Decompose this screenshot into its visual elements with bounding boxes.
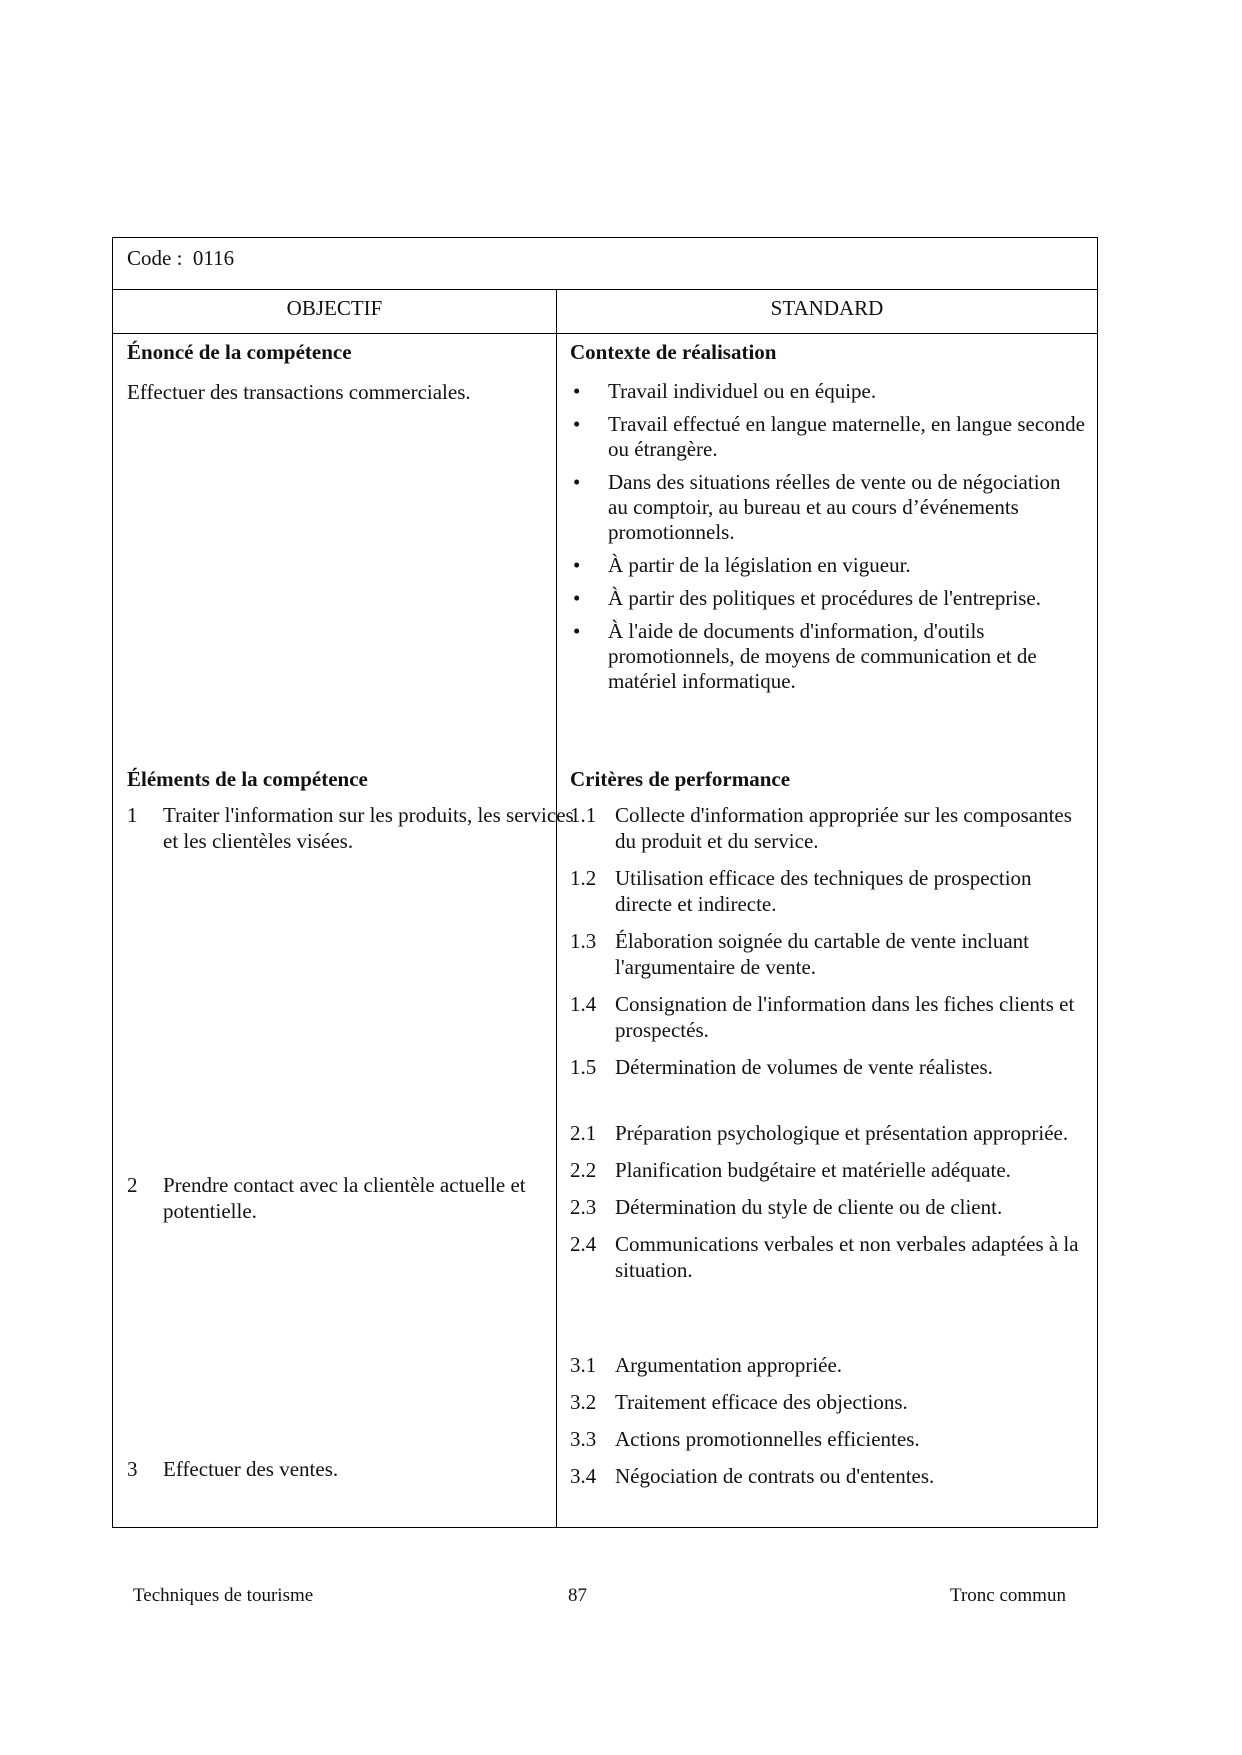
bullet-icon: • xyxy=(573,379,581,403)
bullet-icon: • xyxy=(573,619,581,643)
criteres-title: Critères de performance xyxy=(570,767,791,791)
element-number: 2 xyxy=(127,1173,138,1197)
bullet-icon: • xyxy=(573,553,581,577)
element-item xyxy=(127,1172,581,1224)
contexte-title: Contexte de réalisation xyxy=(570,340,777,364)
element-item xyxy=(127,1456,581,1482)
element-text: Effectuer des ventes. xyxy=(163,1457,339,1481)
contexte-item: • À l'aide de documents d'information, d'outils promotionnels, de moyens de communication et de matériel informatique. xyxy=(573,619,1037,693)
contexte-item: • À partir de la législation en vigueur. xyxy=(573,553,911,577)
table-body xyxy=(113,290,1097,1527)
critere-item: 3.1 Argumentation appropriée. xyxy=(570,1353,843,1377)
critere-item: 1.3 Élaboration soignée du cartable de vente incluant l'argumentaire de vente. xyxy=(570,929,1030,979)
element-item xyxy=(127,802,581,854)
critere-item: 1.5 Détermination de volumes de vente réalistes. xyxy=(570,1055,993,1079)
contexte-item: • Travail individuel ou en équipe. xyxy=(573,379,877,403)
code-label: Code : xyxy=(127,246,183,270)
contexte-item: • Dans des situations réelles de vente ou de négociation au comptoir, au bureau et au cours d’événements promotionnels. xyxy=(573,470,1061,544)
critere-item: 1.4 Consignation de l'information dans les fiches clients et prospectés. xyxy=(570,992,1075,1042)
code-row xyxy=(113,238,1097,290)
critere-item: 3.4 Négociation de contrats ou d'ententes. xyxy=(570,1464,935,1488)
critere-item: 1.2 Utilisation efficace des techniques de prospection directe et indirecte. xyxy=(570,866,1032,916)
enonce-title: Énoncé de la compétence xyxy=(127,340,352,364)
critere-item: 3.3 Actions promotionnelles efficientes. xyxy=(570,1427,920,1451)
critere-item: 2.1 Préparation psychologique et présentation appropriée. xyxy=(570,1121,1069,1145)
enonce-text: Effectuer des transactions commerciales. xyxy=(127,380,471,404)
bullet-icon: • xyxy=(573,470,581,494)
bullet-icon: • xyxy=(573,586,581,610)
critere-item: 2.2 Planification budgétaire et matérielle adéquate. xyxy=(570,1158,1011,1182)
code-value: 0116 xyxy=(192,246,235,270)
critere-item: 1.1 Collecte d'information appropriée sur les composantes du produit et du service. xyxy=(570,803,1072,853)
contexte-list xyxy=(570,379,1085,702)
page-number: 87 xyxy=(568,1585,587,1606)
critere-item: 2.4 Communications verbales et non verbales adaptées à la situation. xyxy=(570,1232,1079,1282)
element-number: 3 xyxy=(127,1457,138,1481)
objectif-header: OBJECTIF xyxy=(286,296,383,320)
elements-title: Éléments de la compétence xyxy=(127,767,368,791)
contexte-item: • Travail effectué en langue maternelle, en langue seconde ou étrangère. xyxy=(573,412,1085,461)
standard-header: STANDARD xyxy=(770,296,884,320)
footer-section: Tronc commun xyxy=(950,1585,1066,1606)
critere-item: 2.3 Détermination du style de cliente ou de client. xyxy=(570,1195,1003,1219)
element-text: Traiter l'information sur les produits, les services et les clientèles visées. xyxy=(163,803,574,853)
column-divider xyxy=(556,290,557,1527)
footer-program: Techniques de tourisme xyxy=(133,1585,314,1606)
header-row xyxy=(113,290,1097,334)
bullet-icon: • xyxy=(573,412,581,436)
criteres-group-1 xyxy=(570,802,1085,1091)
element-text: Prendre contact avec la clientèle actuelle et potentielle. xyxy=(163,1173,526,1223)
competency-table xyxy=(112,237,1098,1528)
criteres-group-2 xyxy=(570,1120,1085,1294)
contexte-item: • À partir des politiques et procédures de l'entreprise. xyxy=(573,586,1041,610)
critere-item: 3.2 Traitement efficace des objections. xyxy=(570,1390,908,1414)
criteres-group-3 xyxy=(570,1352,1085,1500)
element-number: 1 xyxy=(127,803,138,827)
